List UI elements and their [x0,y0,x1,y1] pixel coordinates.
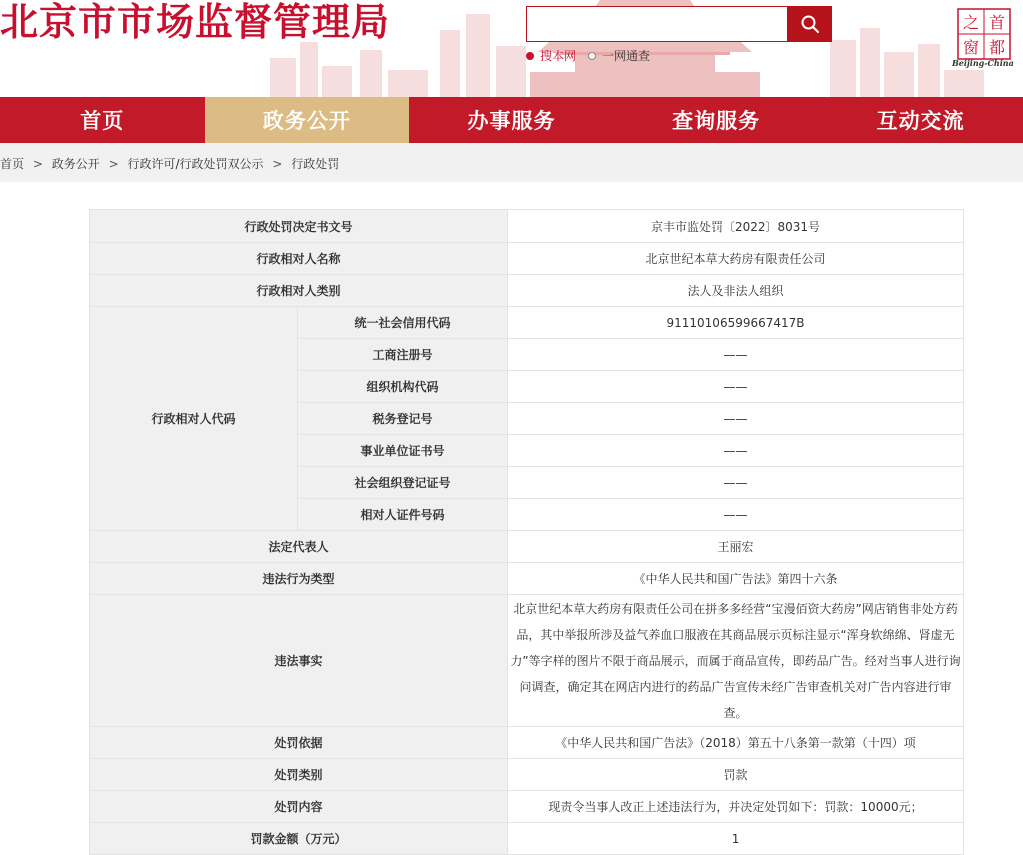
breadcrumb-separator: > [32,157,43,171]
field-value: 91110106599667417B [508,307,964,339]
field-value: —— [508,371,964,403]
table-row [90,243,964,275]
field-value: —— [508,499,964,531]
table-row [90,531,964,563]
field-label: 行政处罚决定书文号 [90,210,508,243]
table-row [90,563,964,595]
field-label: 处罚内容 [90,791,508,823]
field-value: 北京世纪本草大药房有限责任公司 [508,243,964,275]
field-value: —— [508,339,964,371]
radio-selected-icon [526,52,534,60]
table-row [90,307,964,339]
logo-subtitle: Beijing-China [952,58,1014,68]
field-label: 违法事实 [90,595,508,727]
scope-option-label: 一网通查 [602,49,651,63]
search-icon [800,14,820,34]
penalty-detail-table [89,209,964,855]
breadcrumb-item-home[interactable]: 首页 [0,157,25,171]
field-value: —— [508,435,964,467]
field-value: —— [508,403,964,435]
field-label: 工商注册号 [298,339,508,371]
field-label: 社会组织登记证号 [298,467,508,499]
table-row [90,759,964,791]
table-row [90,791,964,823]
nav-item-services[interactable]: 办事服务 [467,109,556,133]
breadcrumb-item-government-affairs[interactable]: 政务公开 [51,157,100,171]
field-label: 组织机构代码 [298,371,508,403]
field-label: 事业单位证书号 [298,435,508,467]
table-row [90,210,964,243]
logo-char: 窗 [962,38,980,57]
table-row [90,823,964,855]
scope-option-label: 搜本网 [540,49,577,63]
breadcrumb-item-dual-disclosure[interactable]: 行政许可/行政处罚双公示 [127,157,264,171]
breadcrumb-item-penalty[interactable]: 行政处罚 [291,157,340,171]
field-value: 王丽宏 [508,531,964,563]
logo-char: 首 [988,13,1006,32]
breadcrumb-separator: > [108,157,119,171]
field-label: 法定代表人 [90,531,508,563]
search-scope [526,47,662,64]
field-label: 罚款金额（万元） [90,823,508,855]
field-value: 罚款 [508,759,964,791]
field-value: —— [508,467,964,499]
nav-item-home[interactable]: 首页 [80,109,125,133]
logo-char: 之 [962,13,980,32]
field-label: 违法行为类型 [90,563,508,595]
table-row [90,727,964,759]
field-value: 京丰市监处罚〔2022〕8031号 [508,210,964,243]
search-button[interactable] [788,6,832,42]
field-value: 《中华人民共和国广告法》（2018）第五十八条第一款第（十四）项 [508,727,964,759]
nav-item-government-affairs[interactable]: 政务公开 [205,97,410,143]
field-label: 行政相对人名称 [90,243,508,275]
field-label: 税务登记号 [298,403,508,435]
table-row [90,275,964,307]
table-row [90,595,964,727]
main-nav [0,97,1023,143]
breadcrumb-bar [0,143,1023,182]
field-label: 行政相对人类别 [90,275,508,307]
field-value: 1 [508,823,964,855]
group-label: 行政相对人代码 [90,307,298,531]
field-value: 北京世纪本草大药房有限责任公司在拼多多经营“宝漫佰资大药房”网店销售非处方药品，其中举报所涉及益气养血口服液在其商品展示页标注显示“浑身软绵绵、肾虚无力”等字样的图片不限于商品展示，而属于商品宣传，即药品广告。经对当事人进行询问调查，确定其在网店内进行的药品广告宣传未经广告审查机关对广告内容进行审查。 [508,595,964,727]
radio-unselected-icon [588,52,596,60]
field-value: 法人及非法人组织 [508,275,964,307]
breadcrumb [0,155,339,172]
field-label: 处罚依据 [90,727,508,759]
scope-option-unified[interactable] [588,47,650,64]
breadcrumb-separator: > [272,157,283,171]
nav-item-interaction[interactable]: 互动交流 [876,109,965,133]
field-label: 统一社会信用代码 [298,307,508,339]
nav-item-inquiry[interactable]: 查询服务 [672,109,761,133]
scope-option-site[interactable] [526,47,576,64]
field-value: 现责令当事人改正上述违法行为，并决定处罚如下：罚款：10000元； [508,791,964,823]
field-label: 相对人证件号码 [298,499,508,531]
field-label: 处罚类别 [90,759,508,791]
site-title: 北京市市场监督管理局 [0,0,391,44]
site-header [0,0,1023,97]
field-value: 《中华人民共和国广告法》第四十六条 [508,563,964,595]
search-input[interactable] [526,6,788,42]
logo-char: 都 [988,38,1006,57]
